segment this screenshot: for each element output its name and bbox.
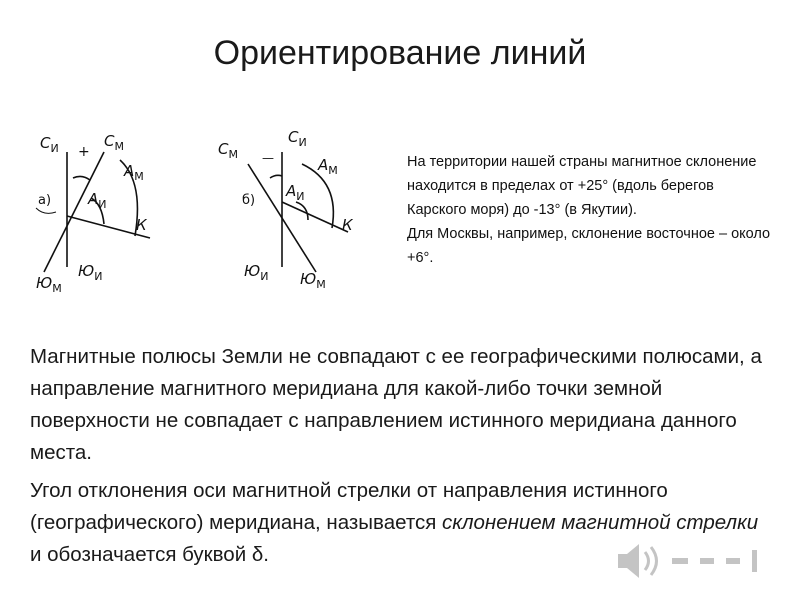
declination-term: склонением магнитной стрелки [442, 511, 759, 534]
minus-sign-b: — [262, 151, 274, 165]
note-paragraph-range: На территории нашей страны магнитное склонение находится в пределах от +25° (вдоль берегов Карского моря) до -13° (в Якутии). [407, 154, 757, 218]
panel-label-a: а) [38, 193, 52, 208]
s-true-label-a: $Ю_И$ [78, 262, 103, 283]
label-bracket-a [36, 208, 56, 213]
declination-arc-b [270, 175, 282, 178]
a-true-label-a: $А_И$ [88, 190, 107, 211]
declination-arc-a [73, 176, 90, 180]
direction-line-b [282, 202, 348, 232]
plus-sign-a: + [78, 144, 90, 160]
a-mag-label-b: $А_М$ [318, 156, 338, 177]
magnetic-meridian-line-a [44, 152, 104, 272]
declination-note [407, 150, 777, 270]
a-true-label-b: $А_И$ [286, 182, 305, 203]
k-label-b: К [342, 216, 353, 234]
note-paragraph-moscow: Для Москвы, например, склонение восточное – около +6°. [407, 226, 771, 266]
c-true-label-a: $С_И$ [40, 134, 59, 155]
c-mag-label-b: $С_М$ [218, 140, 238, 161]
declination-diagrams [20, 112, 380, 312]
a-mag-label-a: $А_М$ [124, 162, 144, 183]
s-true-label-b: $Ю_И$ [244, 262, 269, 283]
body-paragraph-declination-start: Угол отклонения оси магнитной стрелки от направления истинного (географического) меридиана, называется [30, 479, 668, 534]
s-mag-label-b: $Ю_М$ [300, 270, 326, 291]
c-true-label-b: $С_И$ [288, 128, 307, 149]
slide-title: Ориентирование линий [213, 34, 587, 72]
panel-label-b: б) [242, 193, 256, 208]
s-mag-label-a: $Ю_М$ [36, 274, 62, 295]
body-paragraph-declination-end: и обозначается буквой δ. [30, 543, 269, 566]
audio-speaker-watermark-icon [612, 540, 772, 584]
body-paragraph-poles: Магнитные полюсы Земли не совпадают с ее географическими полюсами, а направление магнитного меридиана для какой-либо точки земной поверхности не совпадает с направлением истинного меридиана данного места. [30, 345, 762, 464]
c-mag-label-a: $С_М$ [104, 132, 124, 153]
k-label-a: К [136, 216, 147, 234]
